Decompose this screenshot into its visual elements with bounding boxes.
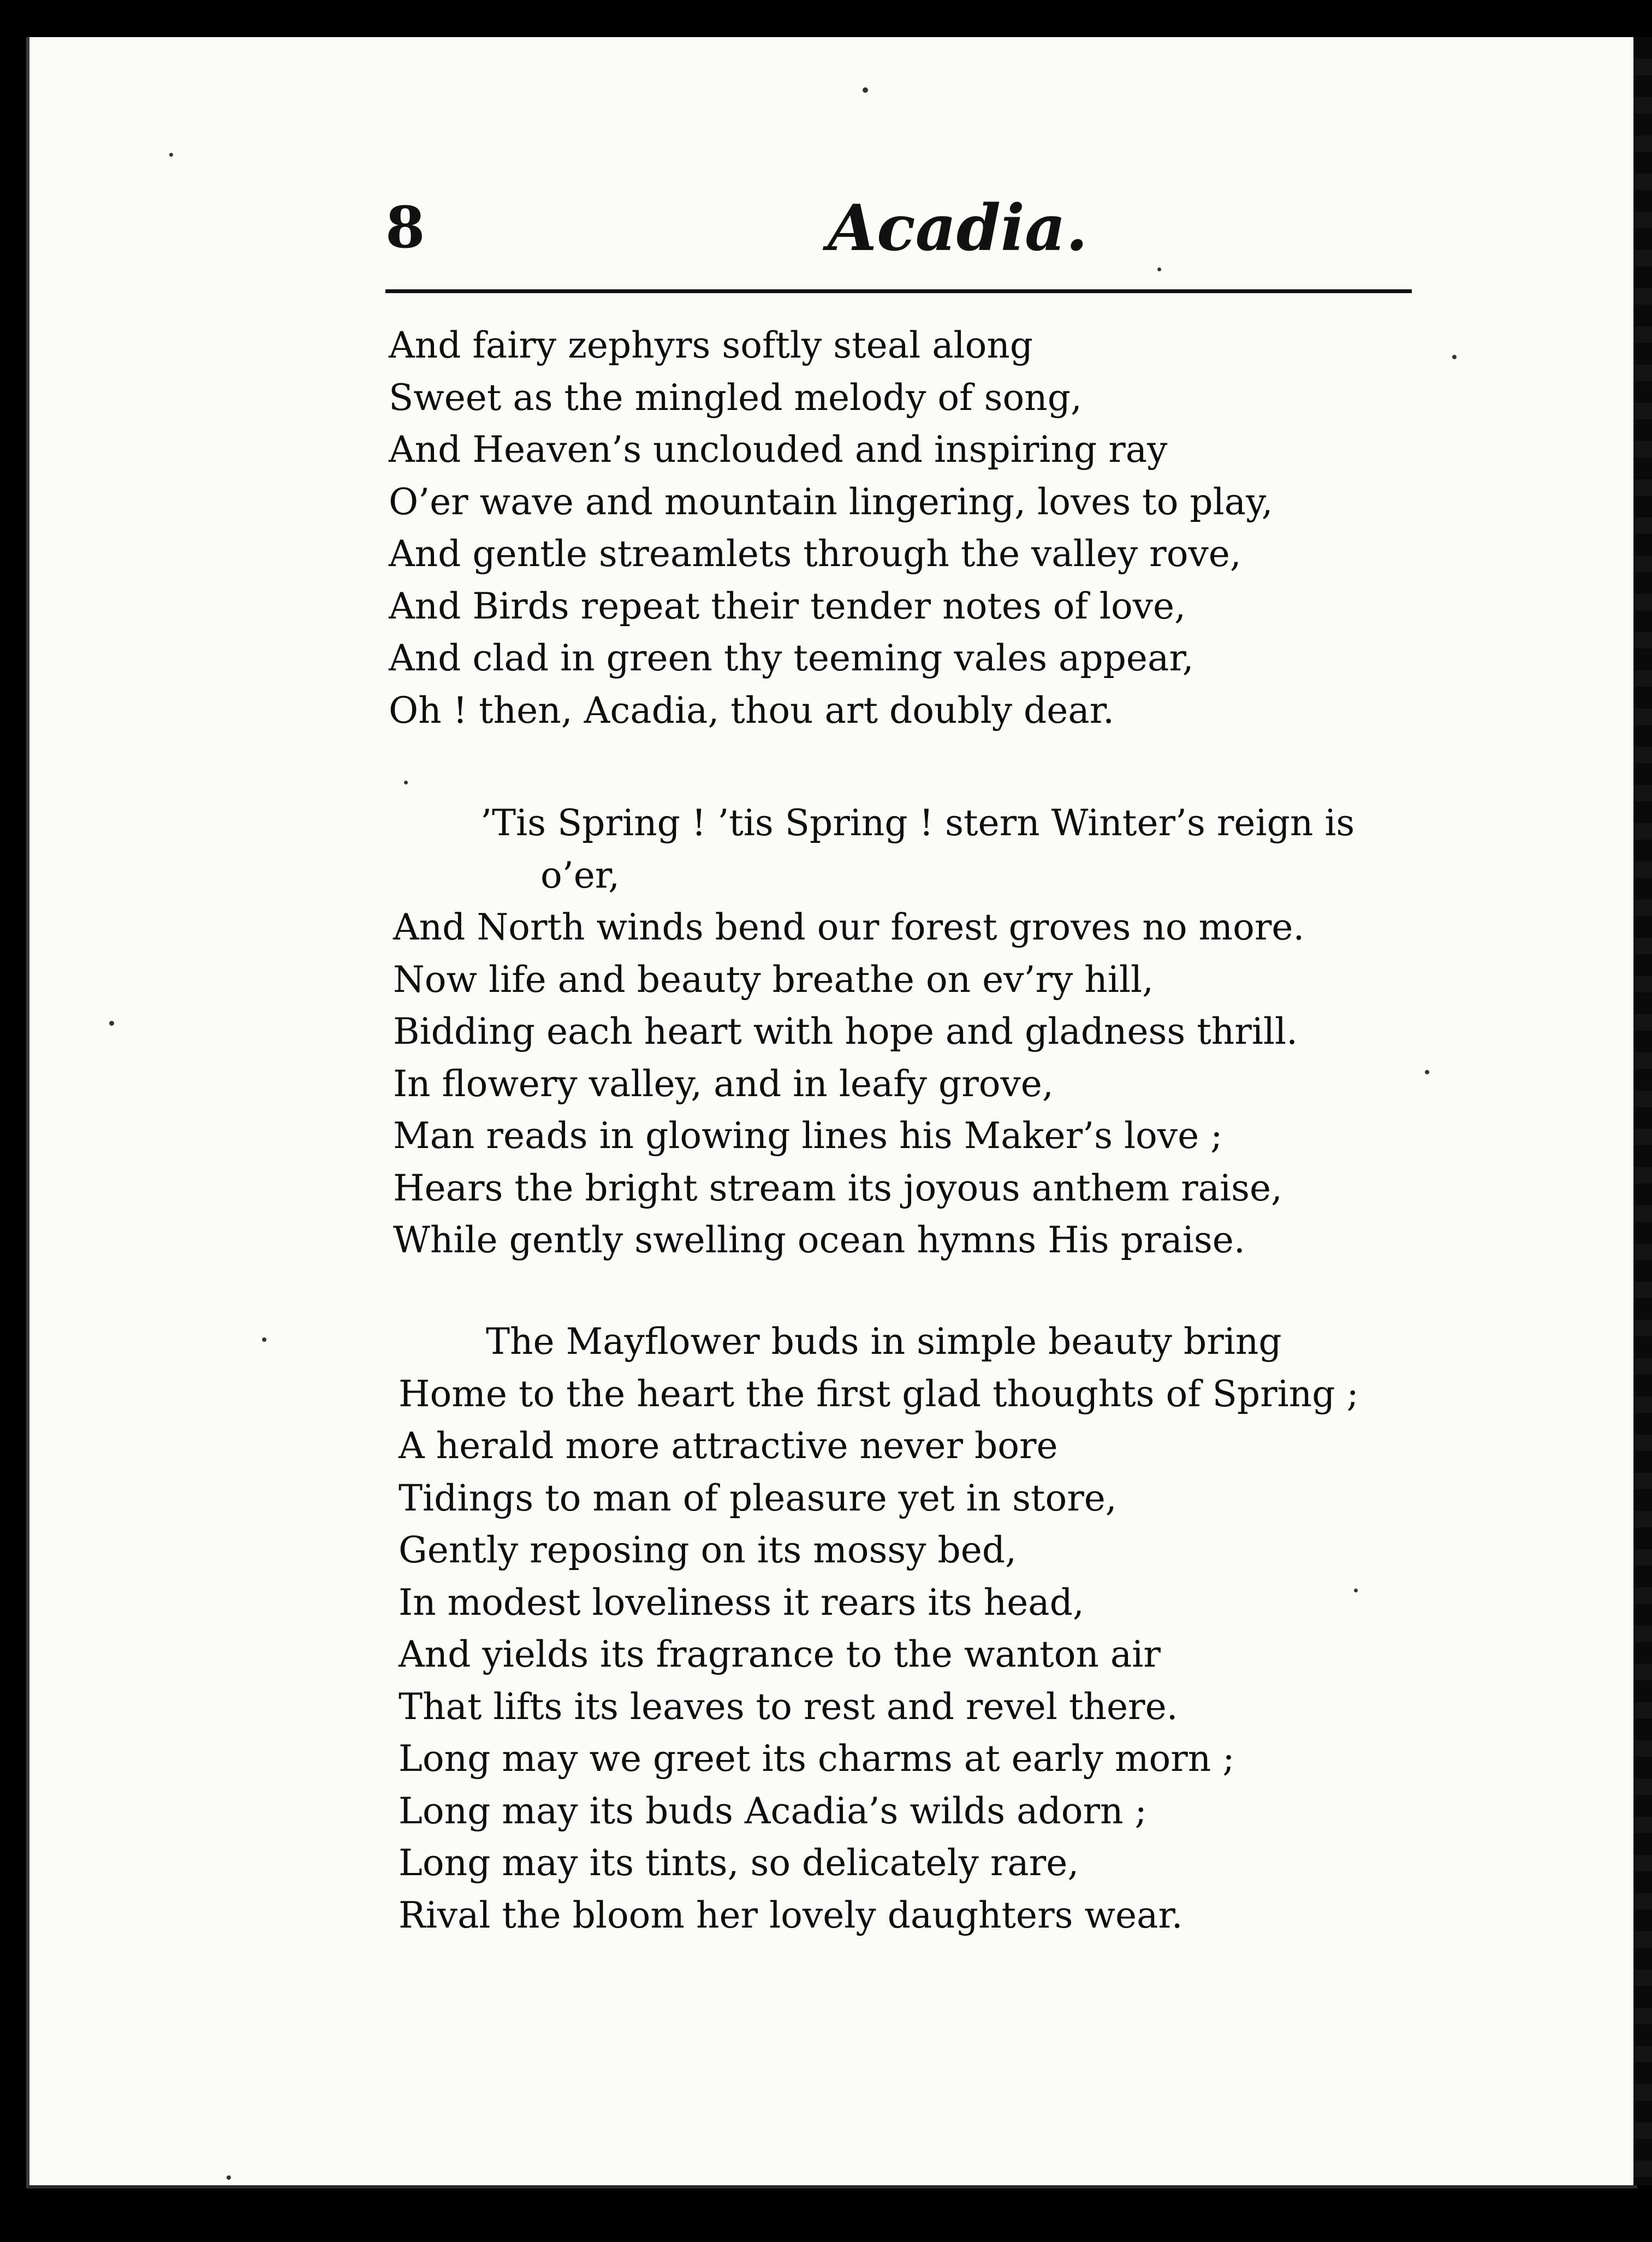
poem-line: The Mayflower buds in simple beauty bring xyxy=(486,1321,1282,1363)
poem-line: And fairy zephyrs softly steal along xyxy=(389,324,1033,366)
poem-line: Tidings to man of pleasure yet in store, xyxy=(399,1477,1117,1519)
header-rule xyxy=(385,289,1412,293)
poem-line: Home to the heart the first glad thoughts of Spring ; xyxy=(399,1372,1359,1415)
poem-line: O’er wave and mountain lingering, loves to play, xyxy=(389,480,1273,523)
poem-line: And clad in green thy teeming vales appear, xyxy=(389,637,1194,679)
poem-line: Long may we greet its charms at early morn ; xyxy=(399,1738,1235,1780)
page-edge-shadow xyxy=(1633,37,1652,2185)
poem-line: Long may its buds Acadia’s wilds adorn ; xyxy=(399,1789,1147,1832)
poem-line: And gentle streamlets through the valley rove, xyxy=(389,533,1241,575)
scan-speck xyxy=(169,153,173,157)
stanza-3 xyxy=(399,1316,1359,1941)
scan-speck xyxy=(863,87,868,93)
stanza-1 xyxy=(389,319,1273,736)
poem-line: And yields its fragrance to the wanton air xyxy=(399,1633,1161,1675)
poem-line: Sweet as the mingled melody of song, xyxy=(389,376,1082,419)
scan-speck xyxy=(1157,267,1161,271)
poem-line: That lifts its leaves to rest and revel there. xyxy=(399,1685,1178,1728)
poem-line: Hears the bright stream its joyous anthem raise, xyxy=(393,1167,1282,1209)
poem-line: In modest loveliness it rears its head, xyxy=(399,1581,1084,1623)
poem-line: A herald more attractive never bore xyxy=(399,1425,1058,1467)
page-header xyxy=(385,191,1412,289)
poem-line: And Heaven’s unclouded and inspiring ray xyxy=(389,429,1168,471)
poem-line: Bidding each heart with hope and gladness thrill. xyxy=(393,1010,1298,1052)
poem-line: Long may its tints, so delicately rare, xyxy=(399,1842,1079,1884)
poem-line: And Birds repeat their tender notes of love, xyxy=(389,585,1186,627)
poem-line: Now life and beauty breathe on ev’ry hill, xyxy=(393,958,1154,1001)
running-title: Acadia. xyxy=(828,191,1088,265)
poem-line: While gently swelling ocean hymns His praise. xyxy=(393,1219,1245,1261)
page-number: 8 xyxy=(385,194,425,261)
scan-speck xyxy=(1452,355,1457,359)
poem-line: Oh ! then, Acadia, thou art doubly dear. xyxy=(389,689,1114,732)
poem-line: And North winds bend our forest groves no more. xyxy=(393,906,1305,948)
scan-speck xyxy=(404,781,408,784)
scan-speck xyxy=(227,2175,231,2180)
poem-line-continuation: o’er, xyxy=(540,854,620,896)
poem-line: Gently reposing on its mossy bed, xyxy=(399,1529,1017,1571)
poem-line: In flowery valley, and in leafy grove, xyxy=(393,1062,1054,1105)
scan-speck xyxy=(262,1337,266,1342)
poem-line: Man reads in glowing lines his Maker’s love ; xyxy=(393,1115,1223,1157)
scan-speck xyxy=(1354,1589,1358,1592)
poem-line: Rival the bloom her lovely daughters wear. xyxy=(399,1894,1183,1936)
poem-line: ’Tis Spring ! ’tis Spring ! stern Winter’s reign is xyxy=(480,802,1355,844)
scan-speck xyxy=(109,1021,114,1026)
stanza-2 xyxy=(393,797,1354,1266)
scan-speck xyxy=(1425,1070,1429,1074)
